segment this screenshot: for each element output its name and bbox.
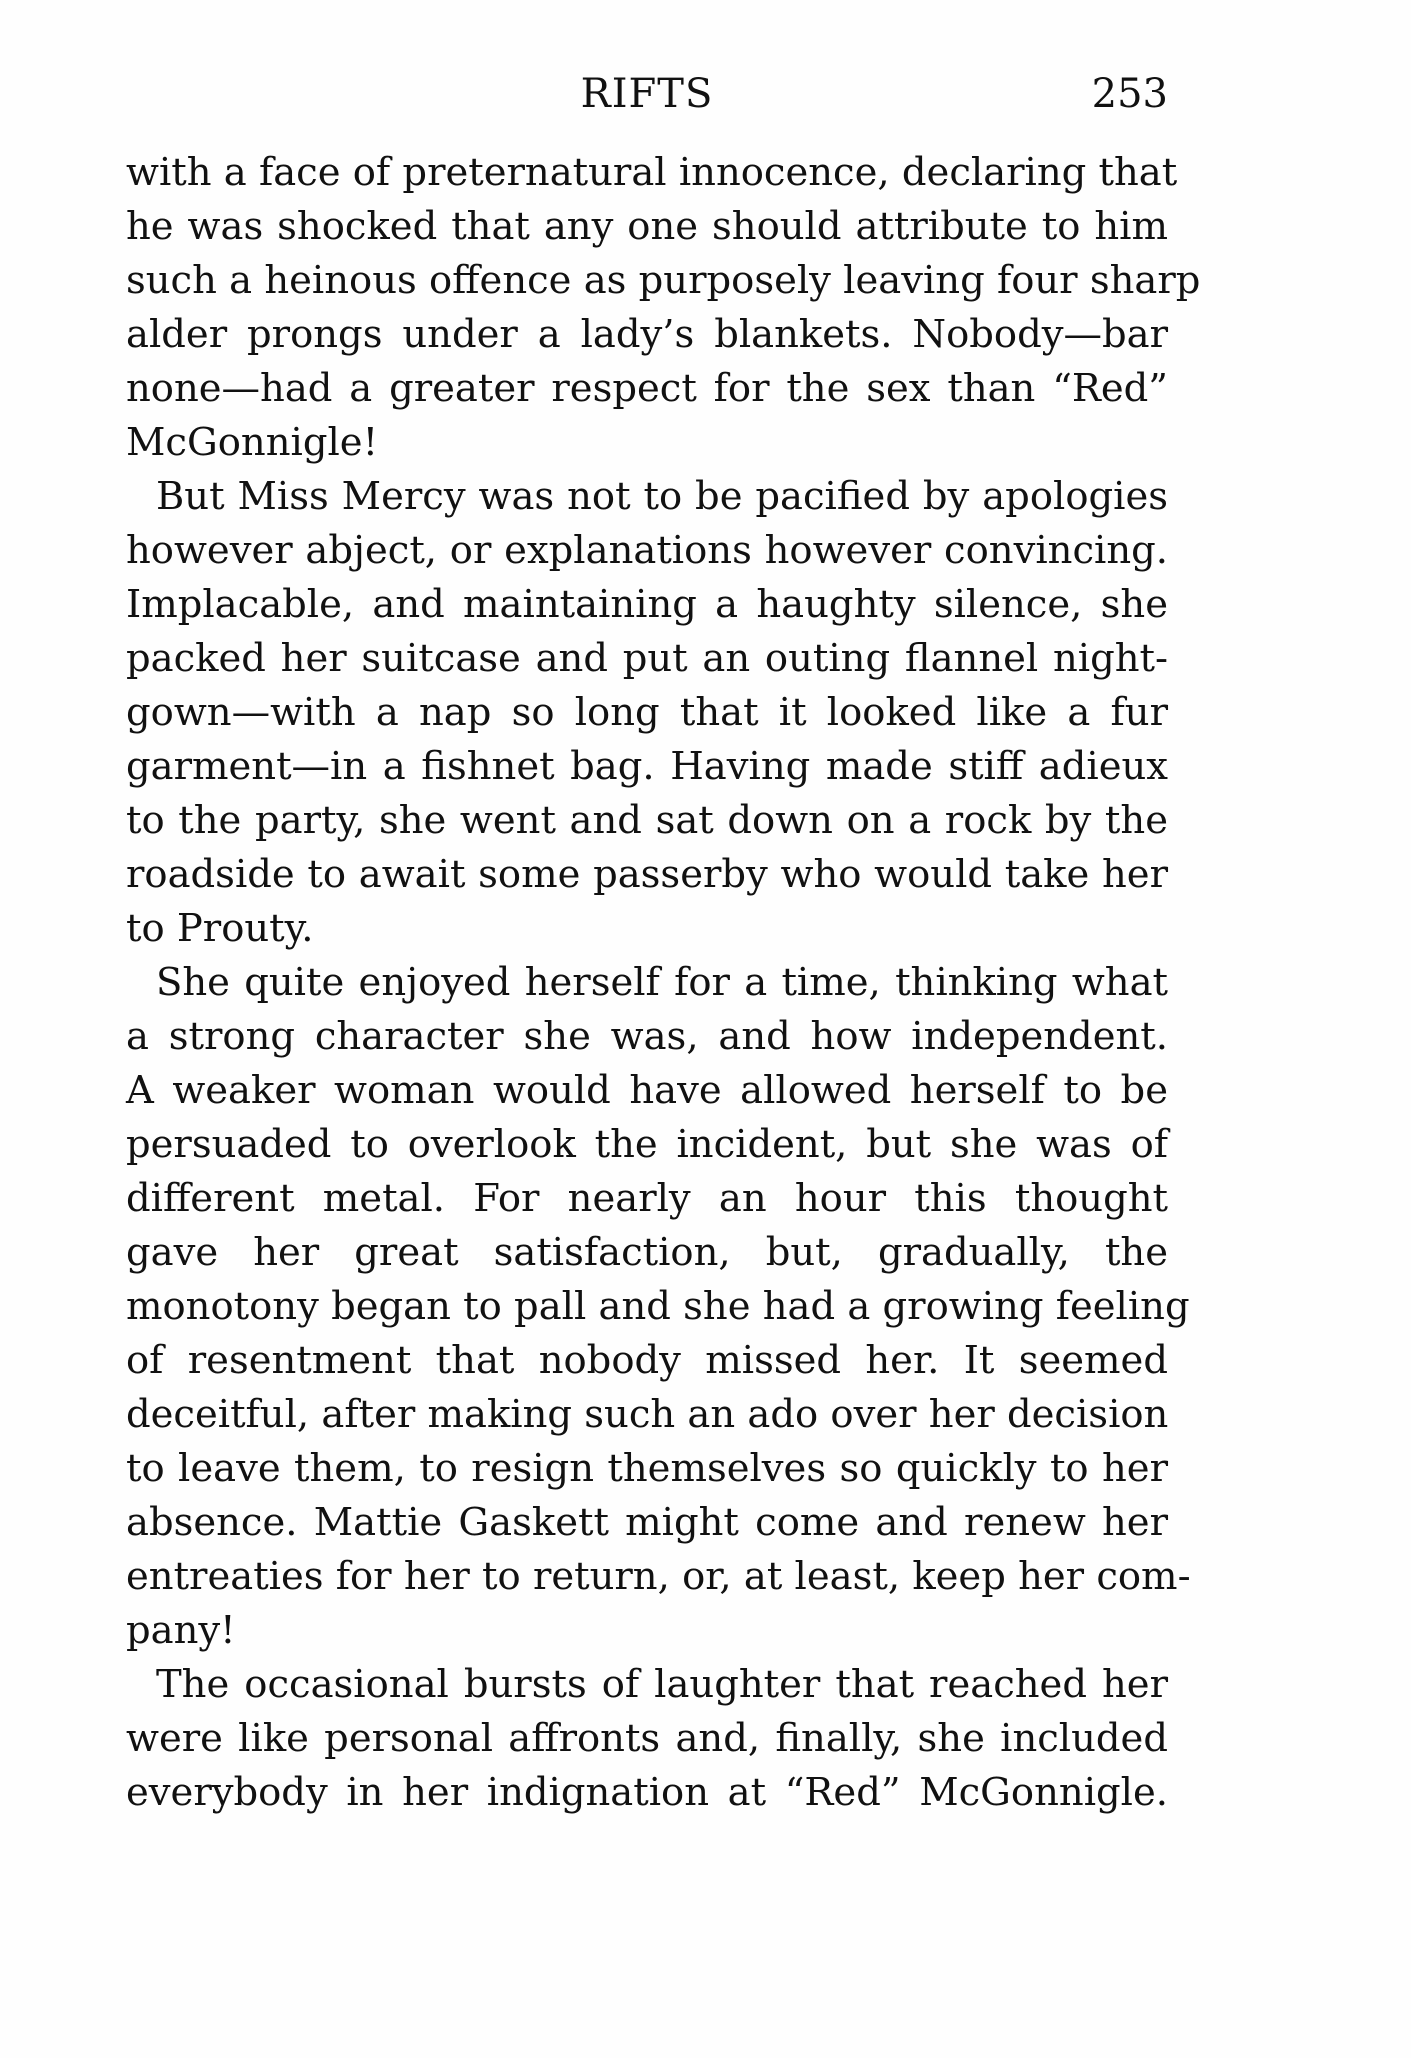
paragraph bbox=[126, 470, 1168, 956]
text-line: a strong character she was, and how independent. bbox=[126, 1014, 1168, 1059]
text-line: none—had a greater respect for the sex than “Red” bbox=[126, 366, 1168, 411]
body-text bbox=[126, 146, 1201, 1820]
paragraph bbox=[126, 956, 1191, 1658]
text-line: She quite enjoyed herself for a time, thinking what bbox=[156, 960, 1168, 1005]
text-line: to the party, she went and sat down on a rock by the bbox=[126, 798, 1168, 843]
text-line: to Prouty. bbox=[126, 906, 314, 951]
text-line: such a heinous offence as purposely leaving four sharp bbox=[126, 258, 1201, 303]
text-line: alder prongs under a lady’s blankets. Nobody—bar bbox=[126, 312, 1168, 357]
text-line: garment—in a fishnet bag. Having made stiff adieux bbox=[126, 744, 1168, 789]
text-line: with a face of preternatural innocence, declaring that bbox=[126, 150, 1178, 195]
text-line: absence. Mattie Gaskett might come and renew her bbox=[126, 1500, 1168, 1545]
text-line: however abject, or explanations however convincing. bbox=[126, 528, 1168, 573]
running-head: RIFTS bbox=[580, 71, 714, 117]
page-number: 253 bbox=[1091, 71, 1168, 117]
text-line: gave her great satisfaction, but, gradually, the bbox=[126, 1230, 1168, 1275]
text-line: to leave them, to resign themselves so quickly to her bbox=[126, 1446, 1168, 1491]
text-line: he was shocked that any one should attribute to him bbox=[126, 204, 1168, 249]
text-line: were like personal affronts and, finally, she included bbox=[126, 1716, 1168, 1761]
text-line: gown—with a nap so long that it looked like a fur bbox=[126, 690, 1168, 735]
text-line: McGonnigle! bbox=[126, 420, 379, 465]
text-line: everybody in her indignation at “Red” McGonnigle. bbox=[126, 1770, 1168, 1815]
paragraph bbox=[126, 146, 1201, 470]
text-line: deceitful, after making such an ado over her decision bbox=[126, 1392, 1169, 1437]
paragraph bbox=[126, 1658, 1168, 1820]
text-line: packed her suitcase and put an outing flannel night- bbox=[126, 636, 1168, 681]
text-line: of resentment that nobody missed her. It seemed bbox=[126, 1338, 1168, 1383]
text-line: Implacable, and maintaining a haughty silence, she bbox=[126, 582, 1168, 627]
text-line: A weaker woman would have allowed herself to be bbox=[126, 1068, 1168, 1113]
text-line: roadside to await some passerby who would take her bbox=[126, 852, 1168, 897]
text-line: But Miss Mercy was not to be pacified by apologies bbox=[156, 474, 1168, 519]
text-line: different metal. For nearly an hour this thought bbox=[126, 1176, 1168, 1221]
text-line: pany! bbox=[126, 1608, 236, 1653]
text-line: entreaties for her to return, or, at least, keep her com- bbox=[126, 1554, 1191, 1599]
text-line: persuaded to overlook the incident, but she was of bbox=[126, 1122, 1168, 1167]
text-line: monotony began to pall and she had a growing feeling bbox=[126, 1284, 1190, 1329]
text-line: The occasional bursts of laughter that reached her bbox=[156, 1662, 1168, 1707]
page-header bbox=[126, 64, 1168, 124]
